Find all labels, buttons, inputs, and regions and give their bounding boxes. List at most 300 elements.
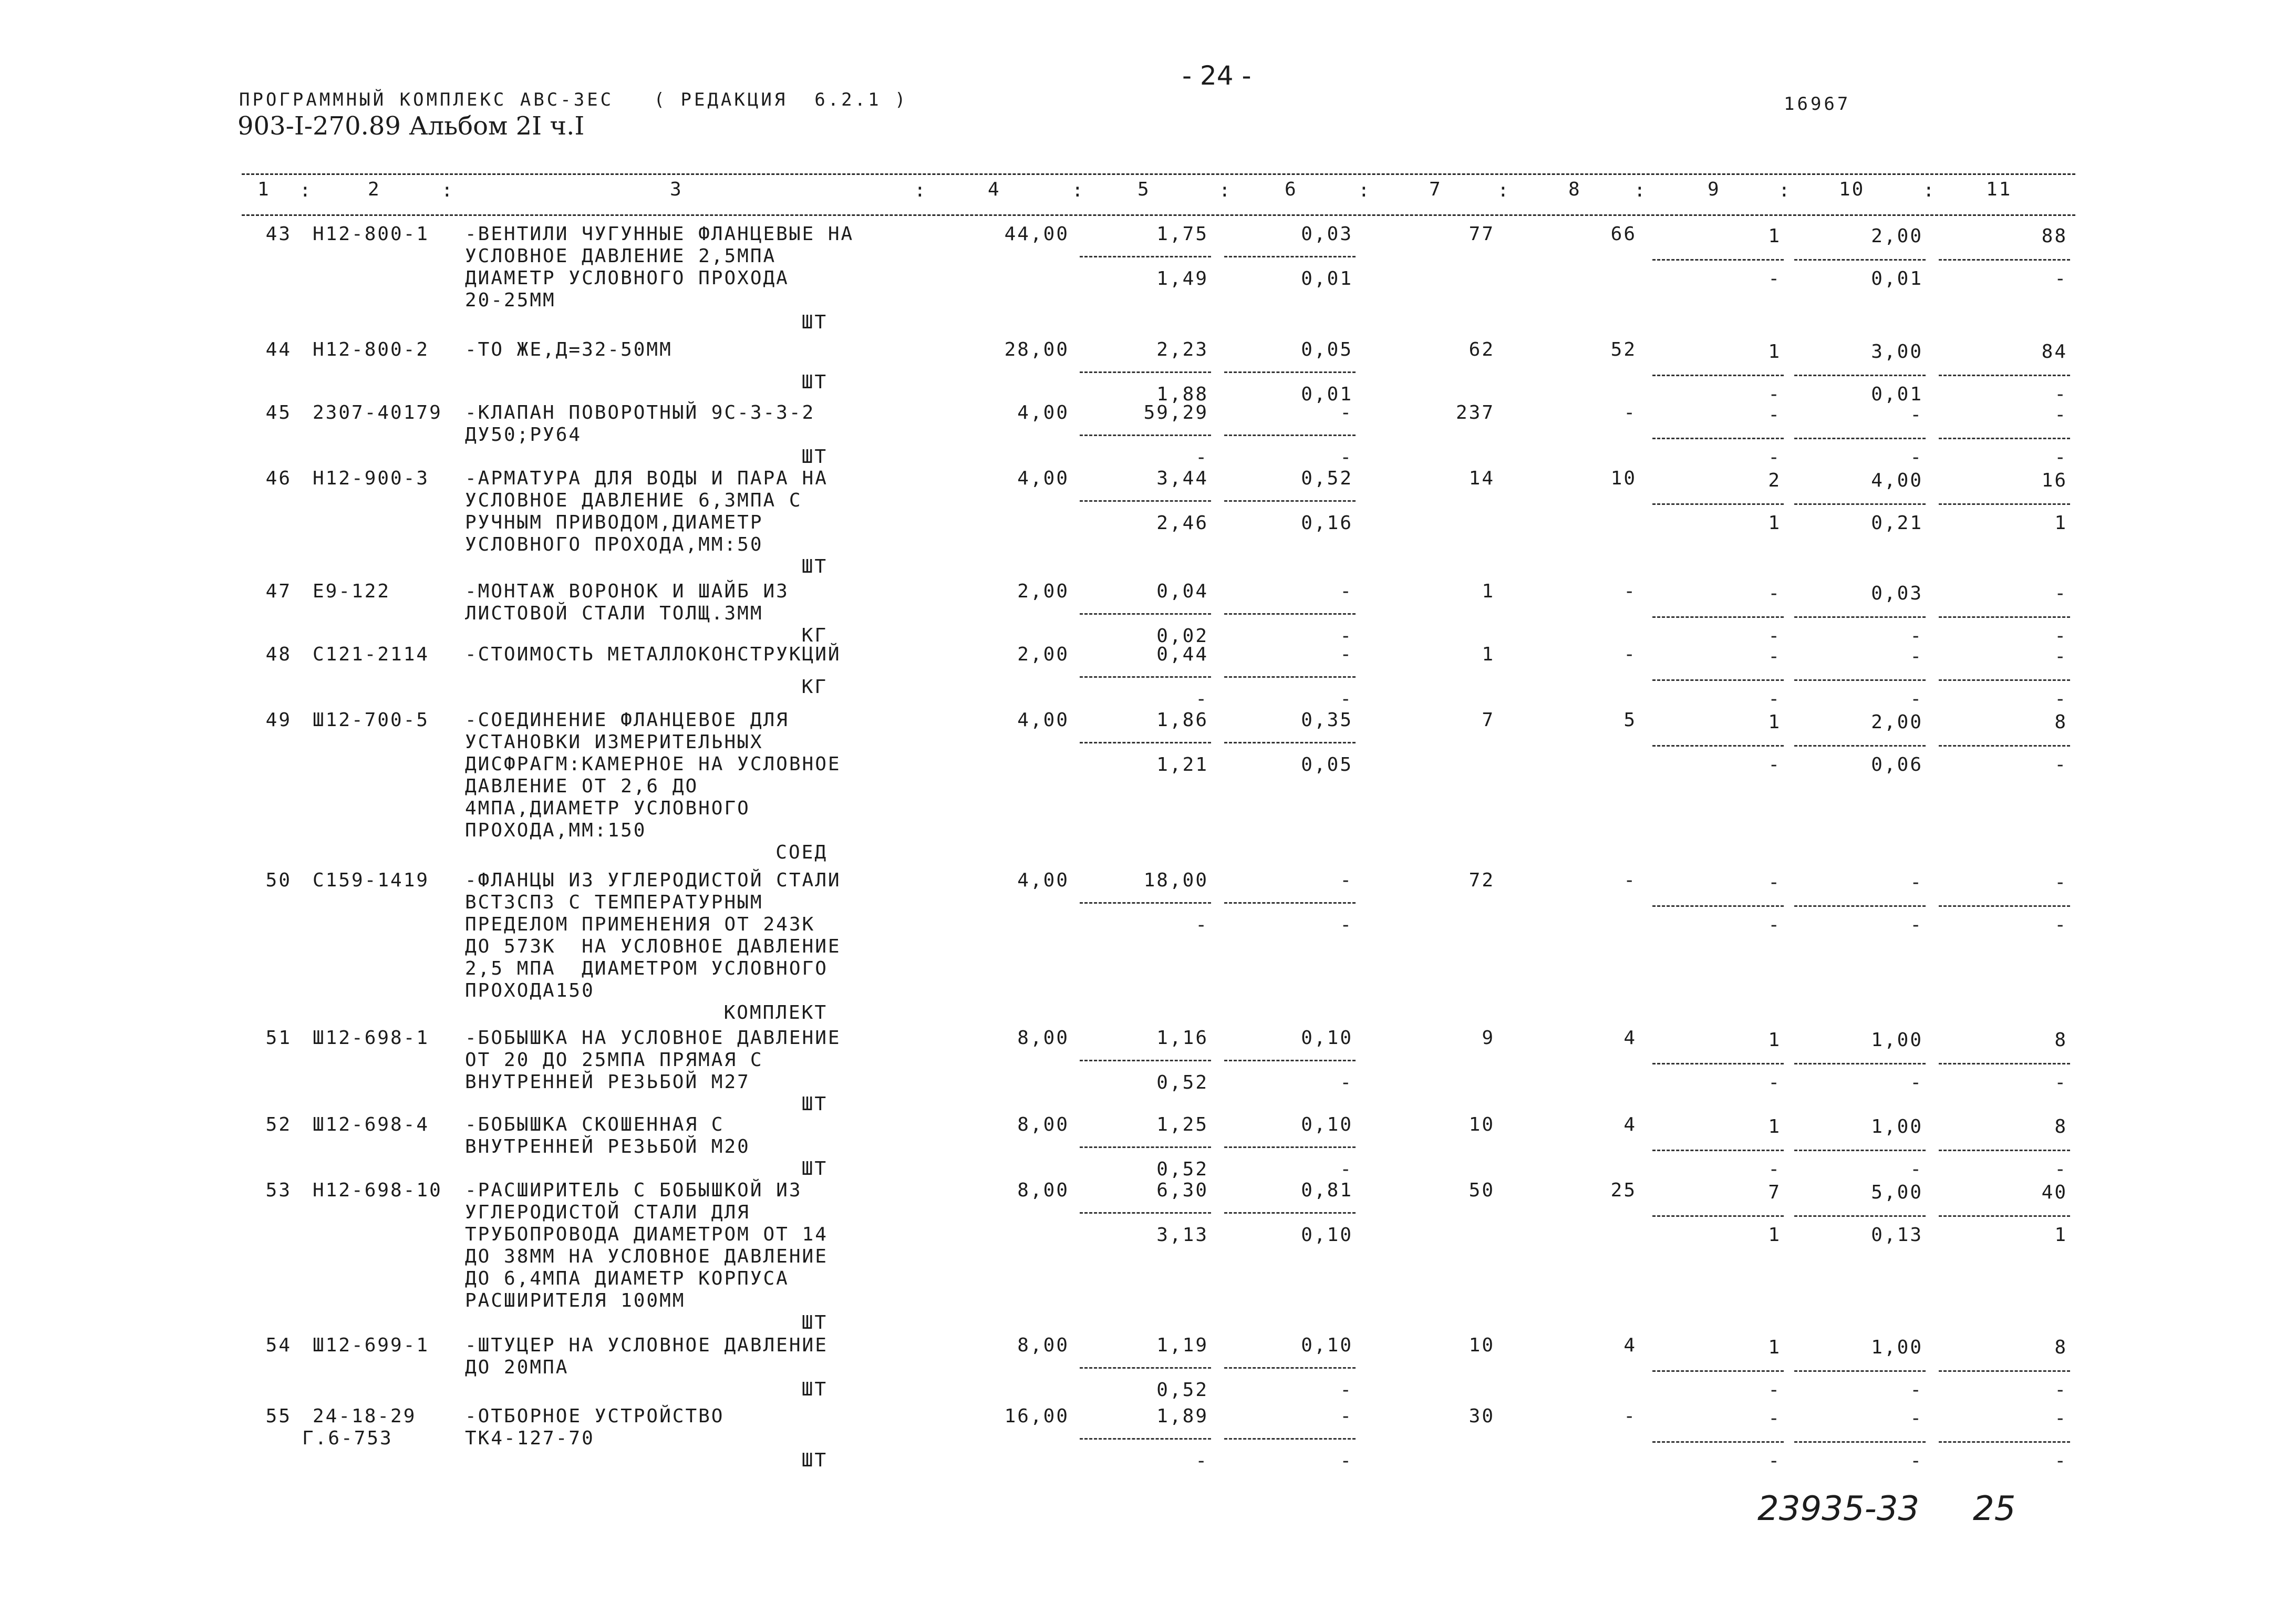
fraction-rule [1080,1060,1211,1061]
cell-col11-bottom: 1 [2054,512,2067,534]
cell-col6-top: - [1340,644,1353,665]
row-description-line: ДАВЛЕНИЕ ОТ 2,6 ДО [465,776,699,797]
cell-col9-top: - [1768,1408,1781,1429]
row-number: 49 [265,709,292,731]
cell-col8: 5 [1623,709,1637,731]
cell-col6-bottom: 0,10 [1301,1224,1353,1246]
cell-col8: 4 [1623,1027,1637,1049]
row-unit: ШТ [801,1312,828,1333]
cell-col9-bottom: - [1768,914,1781,936]
fraction-rule [1080,435,1211,436]
cell-col10-bottom: 0,13 [1871,1224,1923,1246]
cell-col6-top: - [1340,581,1353,602]
cell-col11-top: 40 [2041,1182,2067,1203]
row-description-line: -АРМАТУРА ДЛЯ ВОДЫ И ПАРА НА [465,468,828,489]
cell-col6-bottom: - [1340,1159,1353,1180]
row-number: 51 [265,1027,292,1049]
footer-sheet-number: 25 [1973,1490,2016,1528]
row-description-line: УСЛОВНОЕ ДАВЛЕНИЕ 6,3МПА С [465,490,802,511]
row-description-line: РУЧНЫМ ПРИВОДОМ,ДИАМЕТР [465,512,763,533]
row-description-line: ДО 38ММ НА УСЛОВНОЕ ДАВЛЕНИЕ [465,1246,828,1267]
cell-col9-bottom: - [1768,1159,1781,1180]
cell-col9-top: 1 [1768,225,1781,247]
cell-col7: 10 [1468,1114,1495,1135]
fraction-rule [1939,259,2070,261]
cell-col10-bottom: - [1910,625,1923,647]
cell-col6-bottom: 0,01 [1301,384,1353,405]
cell-col9-bottom: - [1768,268,1781,289]
row-unit: КГ [801,625,828,646]
cell-col5-top: 1,89 [1156,1405,1208,1427]
cell-col11-bottom: - [2054,625,2067,647]
cell-col10-top: - [1910,646,1923,667]
fraction-rule [1794,503,1926,505]
row-description-line: 4МПА,ДИАМЕТР УСЛОВНОГО [465,798,750,819]
fraction-rule [1652,616,1784,618]
column-header-6: 6 [1285,179,1298,200]
fraction-rule [1652,438,1784,439]
fraction-rule [1080,1146,1211,1148]
cell-col4: 28,00 [1004,339,1069,360]
fraction-rule [1652,375,1784,376]
row-number: 48 [265,644,292,665]
page-number: - 24 - [1182,60,1252,91]
cell-col11-top: - [2054,872,2067,893]
cell-col9-top: - [1768,404,1781,426]
row-description-line: -СОЕДИНЕНИЕ ФЛАНЦЕВОЕ ДЛЯ [465,709,789,731]
cell-col11-top: 8 [2054,1029,2067,1051]
fraction-rule [1939,375,2070,376]
row-code: Н12-698-10 [313,1180,442,1201]
cell-col7: 9 [1482,1027,1495,1049]
row-description-line: 20-25ММ [465,289,556,311]
cell-col4: 4,00 [1017,870,1069,891]
cell-col9-top: - [1768,646,1781,667]
fraction-rule [1224,742,1356,743]
cell-col10-top: - [1910,1408,1923,1429]
row-unit: ШТ [801,371,828,393]
cell-col7: 77 [1468,223,1495,245]
fraction-rule [1080,1438,1211,1440]
fraction-rule [1652,1370,1784,1372]
row-description-line: ЛИСТОВОЙ СТАЛИ ТОЛЩ.3ММ [465,603,763,624]
cell-col5-top: 1,19 [1156,1335,1208,1356]
row-description-line: -ОТБОРНОЕ УСТРОЙСТВО [465,1405,725,1427]
row-code: Ш12-699-1 [313,1335,430,1356]
cell-col5-bottom: 1,88 [1156,384,1208,405]
cell-col10-top: 4,00 [1871,470,1923,491]
cell-col5-bottom: 0,02 [1156,625,1208,647]
cell-col5-top: 1,25 [1156,1114,1208,1135]
row-unit: КГ [801,676,828,698]
cell-col7: 237 [1455,402,1495,423]
column-header-11: 11 [1986,179,2012,200]
fraction-rule [1080,676,1211,678]
fraction-rule [1080,742,1211,743]
cell-col9-top: 1 [1768,1029,1781,1051]
fraction-rule [1794,679,1926,681]
cell-col10-top: 2,00 [1871,711,1923,733]
row-unit: ШТ [801,446,828,468]
fraction-rule [1080,1367,1211,1369]
row-code: С121-2114 [313,644,430,665]
row-description-line: -СТОИМОСТЬ МЕТАЛЛОКОНСТРУКЦИЙ [465,644,841,665]
fraction-rule [1794,438,1926,439]
row-description-line: -БОБЫШКА СКОШЕННАЯ С [465,1114,725,1135]
fraction-rule [1652,905,1784,907]
cell-col9-top: 1 [1768,1337,1781,1358]
row-description-line: ДИАМЕТР УСЛОВНОГО ПРОХОДА [465,267,789,289]
row-number: 46 [265,468,292,489]
row-number: 54 [265,1335,292,1356]
row-unit: СОЕД [775,842,828,863]
row-number: 43 [265,223,292,245]
cell-col9-bottom: - [1768,1072,1781,1093]
cell-col5-top: 1,75 [1156,223,1208,245]
fraction-rule [1794,1370,1926,1372]
cell-col6-top: - [1340,1405,1353,1427]
cell-col4: 16,00 [1004,1405,1069,1427]
cell-col11-top: 16 [2041,470,2067,491]
row-unit: ШТ [801,1379,828,1400]
fraction-rule [1080,500,1211,502]
cell-col10-top: 1,00 [1871,1116,1923,1138]
row-description-line: ДО 6,4МПА ДИАМЕТР КОРПУСА [465,1268,789,1289]
cell-col10-bottom: - [1910,688,1923,710]
album-title: 903-I-270.89 Альбом 2I ч.I [237,111,585,141]
cell-col10-bottom: - [1910,1379,1923,1401]
cell-col5-top: 18,00 [1143,870,1208,891]
row-number: 50 [265,870,292,891]
row-description-line: УСЛОВНОЕ ДАВЛЕНИЕ 2,5МПА [465,245,777,267]
table-top-rule [242,173,2075,175]
fraction-rule [1794,745,1926,747]
cell-col11-bottom: - [2054,1072,2067,1093]
fraction-rule [1224,613,1356,615]
cell-col4: 4,00 [1017,468,1069,489]
cell-col11-bottom: - [2054,688,2067,710]
fraction-rule [1939,1370,2070,1372]
cell-col5-bottom: 1,49 [1156,268,1208,289]
cell-col5-top: 0,44 [1156,644,1208,665]
row-description-line: ВНУТРЕННЕЙ РЕЗЬБОЙ М27 [465,1071,750,1093]
cell-col6-bottom: - [1340,1450,1353,1472]
cell-col4: 8,00 [1017,1027,1069,1049]
cell-col8: 4 [1623,1114,1637,1135]
cell-col6-top: 0,03 [1301,223,1353,245]
cell-col10-bottom: 0,06 [1871,754,1923,776]
fraction-rule [1939,1150,2070,1151]
fraction-rule [1652,1150,1784,1151]
cell-col11-top: - [2054,583,2067,604]
row-description-line: УСТАНОВКИ ИЗМЕРИТЕЛЬНЫХ [465,731,763,753]
cell-col6-top: 0,10 [1301,1027,1353,1049]
column-header-4: 4 [988,179,1001,200]
fraction-rule [1652,1441,1784,1443]
cell-col11-bottom: - [2054,914,2067,936]
cell-col7: 7 [1482,709,1495,731]
cell-col9-bottom: - [1768,447,1781,468]
cell-col5-top: 3,44 [1156,468,1208,489]
cell-col9-bottom: - [1768,384,1781,405]
cell-col8: - [1623,1405,1637,1427]
row-description-line: -ВЕНТИЛИ ЧУГУННЫЕ ФЛАНЦЕВЫЕ НА [465,223,854,245]
row-description-line: 2,5 МПА ДИАМЕТРОМ УСЛОВНОГО [465,958,828,979]
fraction-rule [1224,256,1356,257]
row-description-line: -БОБЫШКА НА УСЛОВНОЕ ДАВЛЕНИЕ [465,1027,841,1049]
cell-col11-bottom: - [2054,447,2067,468]
cell-col9-top: 7 [1768,1182,1781,1203]
fraction-rule [1794,1063,1926,1064]
cell-col11-top: 8 [2054,1116,2067,1138]
row-number: 52 [265,1114,292,1135]
fraction-rule [1224,902,1356,904]
column-divider: : [1219,180,1232,201]
cell-col4: 4,00 [1017,709,1069,731]
column-header-9: 9 [1708,179,1721,200]
column-header-8: 8 [1568,179,1581,200]
row-number: 47 [265,581,292,602]
fraction-rule [1652,679,1784,681]
cell-col6-top: - [1340,402,1353,423]
cell-col11-top: - [2054,404,2067,426]
cell-col4: 8,00 [1017,1180,1069,1201]
row-number: 45 [265,402,292,423]
cell-col4: 8,00 [1017,1114,1069,1135]
row-description-line: ДУ50;РУ64 [465,424,582,446]
row-description-line: -ФЛАНЦЫ ИЗ УГЛЕРОДИСТОЙ СТАЛИ [465,870,841,891]
cell-col5-bottom: 0,52 [1156,1159,1208,1180]
column-header-1: 1 [257,179,271,200]
document-number: 16967 [1784,94,1851,115]
cell-col6-bottom: - [1340,447,1353,468]
fraction-rule [1939,679,2070,681]
cell-col4: 8,00 [1017,1335,1069,1356]
fraction-rule [1939,1215,2070,1217]
cell-col7: 72 [1468,870,1495,891]
cell-col5-top: 1,16 [1156,1027,1208,1049]
cell-col10-top: 2,00 [1871,225,1923,247]
cell-col10-top: 1,00 [1871,1337,1923,1358]
cell-col6-bottom: 0,01 [1301,268,1353,289]
cell-col8: 4 [1623,1335,1637,1356]
row-description-line: ОТ 20 ДО 25МПА ПРЯМАЯ С [465,1049,763,1071]
cell-col7: 50 [1468,1180,1495,1201]
row-description-line: УСЛОВНОГО ПРОХОДА,ММ:50 [465,534,763,555]
fraction-rule [1939,905,2070,907]
cell-col10-top: 0,03 [1871,583,1923,604]
row-code-secondary: Г.6-753 [302,1428,393,1449]
fraction-rule [1224,1212,1356,1214]
row-unit: ШТ [801,312,828,333]
row-description-line: РАСШИРИТЕЛЯ 100ММ [465,1290,686,1311]
cell-col11-bottom: - [2054,1159,2067,1180]
row-code: Ш12-698-4 [313,1114,430,1135]
cell-col7: 1 [1482,644,1495,665]
cell-col11-bottom: - [2054,384,2067,405]
cell-col11-bottom: - [2054,268,2067,289]
cell-col5-top: 6,30 [1156,1180,1208,1201]
cell-col9-bottom: 1 [1768,512,1781,534]
fraction-rule [1794,259,1926,261]
fraction-rule [1224,500,1356,502]
cell-col9-top: 2 [1768,470,1781,491]
cell-col10-bottom: 0,01 [1871,268,1923,289]
cell-col5-bottom: - [1195,1450,1208,1472]
cell-col7: 30 [1468,1405,1495,1427]
cell-col7: 62 [1468,339,1495,360]
cell-col10-bottom: 0,01 [1871,384,1923,405]
fraction-rule [1224,371,1356,373]
cell-col10-top: - [1910,872,1923,893]
row-description-line: -КЛАПАН ПОВОРОТНЫЙ 9С-3-3-2 [465,402,815,423]
column-divider: : [914,180,927,201]
cell-col11-bottom: - [2054,754,2067,776]
cell-col10-bottom: - [1910,1159,1923,1180]
fraction-rule [1652,1063,1784,1064]
fraction-rule [1224,1146,1356,1148]
row-description-line: ВСТЗСП3 С ТЕМПЕРАТУРНЫМ [465,892,763,913]
cell-col6-top: 0,35 [1301,709,1353,731]
cell-col5-top: 0,04 [1156,581,1208,602]
cell-col11-top: - [2054,1408,2067,1429]
cell-col8: 66 [1610,223,1637,245]
cell-col8: - [1623,581,1637,602]
fraction-rule [1080,256,1211,257]
cell-col6-bottom: - [1340,1072,1353,1093]
row-number: 55 [265,1405,292,1427]
cell-col9-bottom: - [1768,625,1781,647]
row-code: Н12-800-1 [313,223,430,245]
row-description-line: -МОНТАЖ ВОРОНОК И ШАЙБ ИЗ [465,581,789,602]
cell-col10-bottom: - [1910,447,1923,468]
row-unit: ШТ [801,1158,828,1180]
cell-col5-bottom: 3,13 [1156,1224,1208,1246]
cell-col6-bottom: 0,16 [1301,512,1353,534]
cell-col5-top: 2,23 [1156,339,1208,360]
cell-col9-bottom: 1 [1768,1224,1781,1246]
cell-col9-bottom: - [1768,754,1781,776]
cell-col10-top: 1,00 [1871,1029,1923,1051]
cell-col7: 10 [1468,1335,1495,1356]
row-description-line: УГЛЕРОДИСТОЙ СТАЛИ ДЛЯ [465,1202,750,1223]
cell-col9-top: - [1768,872,1781,893]
cell-col11-top: 8 [2054,711,2067,733]
cell-col6-top: 0,10 [1301,1114,1353,1135]
footer-reference: 23935-33 [1757,1490,1920,1528]
cell-col6-top: 0,10 [1301,1335,1353,1356]
program-header: ПРОГРАММНЫЙ КОМПЛЕКС АВС-ЗЕС ( РЕДАКЦИЯ 6.2.1 ) [239,89,908,110]
column-divider: : [441,180,454,201]
fraction-rule [1080,902,1211,904]
cell-col8: - [1623,870,1637,891]
row-description-line: ДИСФРАГМ:КАМЕРНОЕ НА УСЛОВНОЕ [465,753,841,775]
fraction-rule [1652,503,1784,505]
column-divider: : [1358,180,1371,201]
cell-col10-top: 3,00 [1871,341,1923,363]
row-code: Н12-900-3 [313,468,430,489]
cell-col4: 2,00 [1017,644,1069,665]
fraction-rule [1939,616,2070,618]
row-description-line: ПРОХОДА,ММ:150 [465,820,647,841]
cell-col9-top: - [1768,583,1781,604]
cell-col11-bottom: - [2054,1450,2067,1472]
column-header-7: 7 [1429,179,1442,200]
cell-col6-bottom: - [1340,625,1353,647]
row-description-line: ДО 20МПА [465,1357,569,1378]
column-header-5: 5 [1137,179,1151,200]
fraction-rule [1794,375,1926,376]
cell-col5-bottom: - [1195,914,1208,936]
cell-col11-bottom: - [2054,1379,2067,1401]
fraction-rule [1939,1441,2070,1443]
row-description-line: ТК4-127-70 [465,1428,595,1449]
cell-col10-top: - [1910,404,1923,426]
fraction-rule [1939,503,2070,505]
cell-col6-top: 0,05 [1301,339,1353,360]
cell-col11-bottom: 1 [2054,1224,2067,1246]
fraction-rule [1080,1212,1211,1214]
fraction-rule [1224,1367,1356,1369]
cell-col9-bottom: - [1768,688,1781,710]
cell-col4: 4,00 [1017,402,1069,423]
row-code: Е9-122 [313,581,391,602]
cell-col11-top: 84 [2041,341,2067,363]
fraction-rule [1794,905,1926,907]
cell-col8: - [1623,644,1637,665]
column-header-3: 3 [670,179,683,200]
row-description-line: ВНУТРЕННЕЙ РЕЗЬБОЙ М20 [465,1136,750,1157]
cell-col5-bottom: - [1195,688,1208,710]
cell-col5-top: 59,29 [1143,402,1208,423]
column-divider: : [1072,180,1085,201]
row-code: Ш12-698-1 [313,1027,430,1049]
fraction-rule [1224,435,1356,436]
cell-col8: 25 [1610,1180,1637,1201]
cell-col11-top: - [2054,646,2067,667]
cell-col9-top: 1 [1768,711,1781,733]
row-unit: КОМПЛЕКТ [723,1002,828,1023]
fraction-rule [1652,1215,1784,1217]
cell-col11-top: 8 [2054,1337,2067,1358]
cell-col9-bottom: - [1768,1450,1781,1472]
cell-col5-top: 1,86 [1156,709,1208,731]
row-code: Ш12-700-5 [313,709,430,731]
row-number: 44 [265,339,292,360]
cell-col6-bottom: - [1340,1379,1353,1401]
fraction-rule [1224,1060,1356,1061]
cell-col9-top: 1 [1768,341,1781,363]
table-header-rule [242,214,2075,216]
cell-col11-top: 88 [2041,225,2067,247]
fraction-rule [1794,1215,1926,1217]
cell-col6-top: 0,81 [1301,1180,1353,1201]
cell-col10-top: 5,00 [1871,1182,1923,1203]
cell-col6-bottom: 0,05 [1301,754,1353,776]
fraction-rule [1939,745,2070,747]
column-divider: : [1497,180,1511,201]
row-unit: ШТ [801,1450,828,1471]
cell-col9-bottom: - [1768,1379,1781,1401]
fraction-rule [1794,1150,1926,1151]
row-code: С159-1419 [313,870,430,891]
fraction-rule [1652,745,1784,747]
cell-col4: 2,00 [1017,581,1069,602]
column-header-2: 2 [368,179,381,200]
row-unit: ШТ [801,556,828,577]
row-unit: ШТ [801,1093,828,1115]
cell-col5-bottom: 1,21 [1156,754,1208,776]
